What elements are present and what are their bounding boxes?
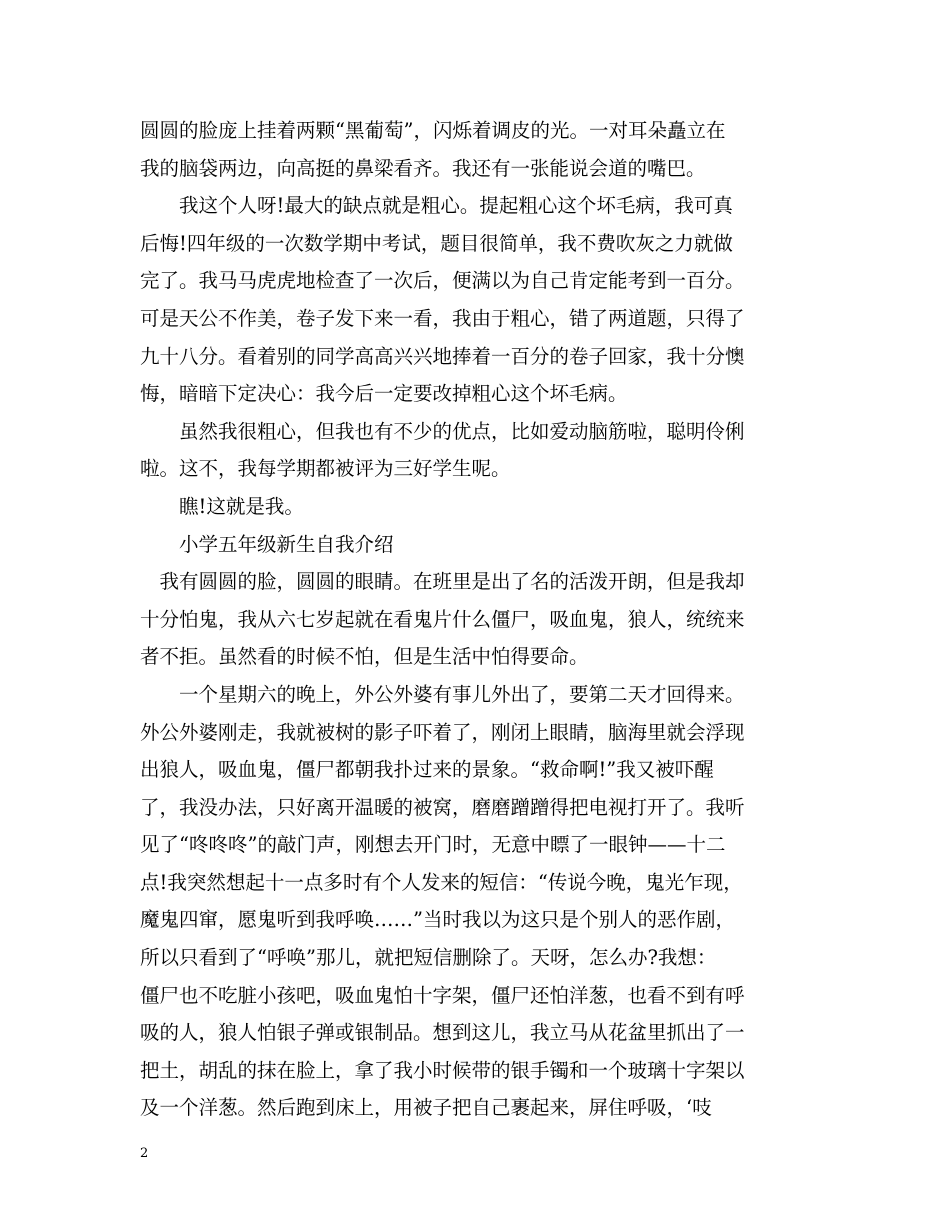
text-line: 魔鬼四窜，愿鬼听到我呼唤……”当时我以为这只是个别人的恶作剧，	[140, 908, 735, 932]
page-number: 2	[140, 1146, 149, 1161]
text-line: 外公外婆刚走，我就被树的影子吓着了，刚闭上眼睛，脑海里就会浮现	[140, 720, 745, 744]
text-line: 虽然我很粗心，但我也有不少的优点，比如爱动脑筋啦，聪明伶俐	[140, 419, 745, 443]
text-line: 把土，胡乱的抹在脸上，拿了我小时候带的银手镯和一个玻璃十字架以	[140, 1058, 745, 1082]
text-line: 我的脑袋两边，向高挺的鼻梁看齐。我还有一张能说会道的嘴巴。	[140, 156, 706, 180]
text-line: 十分怕鬼，我从六七岁起就在看鬼片什么僵尸，吸血鬼，狼人，统统来	[140, 607, 745, 631]
text-line: 我有圆圆的脸，圆圆的眼睛。在班里是出了名的活泼开朗，但是我却	[140, 570, 745, 594]
text-line: 点!我突然想起十一点多时有个人发来的短信：“传说今晚，鬼光乍现，	[140, 870, 743, 894]
text-line: 出狼人，吸血鬼，僵尸都朝我扑过来的景象。“救命啊!”我又被吓醒	[140, 758, 714, 782]
text-line: 吸的人，狼人怕银子弹或银制品。想到这儿，我立马从花盆里抓出了一	[140, 1021, 745, 1045]
text-line: 瞧!这就是我。	[140, 494, 304, 518]
text-line: 及一个洋葱。然后跑到床上，用被子把自己裹起来，屏住呼吸，‘吱	[140, 1096, 712, 1120]
text-line: 一个星期六的晚上，外公外婆有事儿外出了，要第二天才回得来。	[140, 682, 745, 706]
text-line: 所以只看到了“呼唤”那儿，就把短信删除了。天呀，怎么办?我想：	[140, 946, 717, 970]
text-line: 我这个人呀!最大的缺点就是粗心。提起粗心这个坏毛病，我可真	[140, 194, 733, 218]
text-line: 悔，暗暗下定决心：我今后一定要改掉粗心这个坏毛病。	[140, 382, 628, 406]
text-line: 完了。我马马虎虎地检查了一次后，便满以为自己肯定能考到一百分。	[140, 269, 745, 293]
text-line: 啦。这不，我每学期都被评为三好学生呢。	[140, 457, 511, 481]
section-heading: 小学五年级新生自我介绍	[140, 532, 394, 556]
text-line: 了，我没办法，只好离开温暖的被窝，磨磨蹭蹭得把电视打开了。我听	[140, 795, 745, 819]
text-line: 见了“咚咚咚”的敲门声，刚想去开门时，无意中瞟了一眼钟——十二	[140, 833, 726, 857]
body-text	[140, 112, 820, 1127]
text-line: 后悔!四年级的一次数学期中考试，题目很简单，我不费吹灰之力就做	[140, 231, 733, 255]
text-line: 僵尸也不吃脏小孩吧，吸血鬼怕十字架，僵尸还怕洋葱，也看不到有呼	[140, 983, 745, 1007]
text-line: 九十八分。看着别的同学高高兴兴地捧着一百分的卷子回家，我十分懊	[140, 344, 745, 368]
text-line: 可是天公不作美，卷子发下来一看，我由于粗心，错了两道题，只得了	[140, 306, 745, 330]
text-line: 者不拒。虽然看的时候不怕，但是生活中怕得要命。	[140, 645, 589, 669]
text-line: 圆圆的脸庞上挂着两颗“黑葡萄”，闪烁着调皮的光。一对耳朵矗立在	[140, 119, 726, 142]
